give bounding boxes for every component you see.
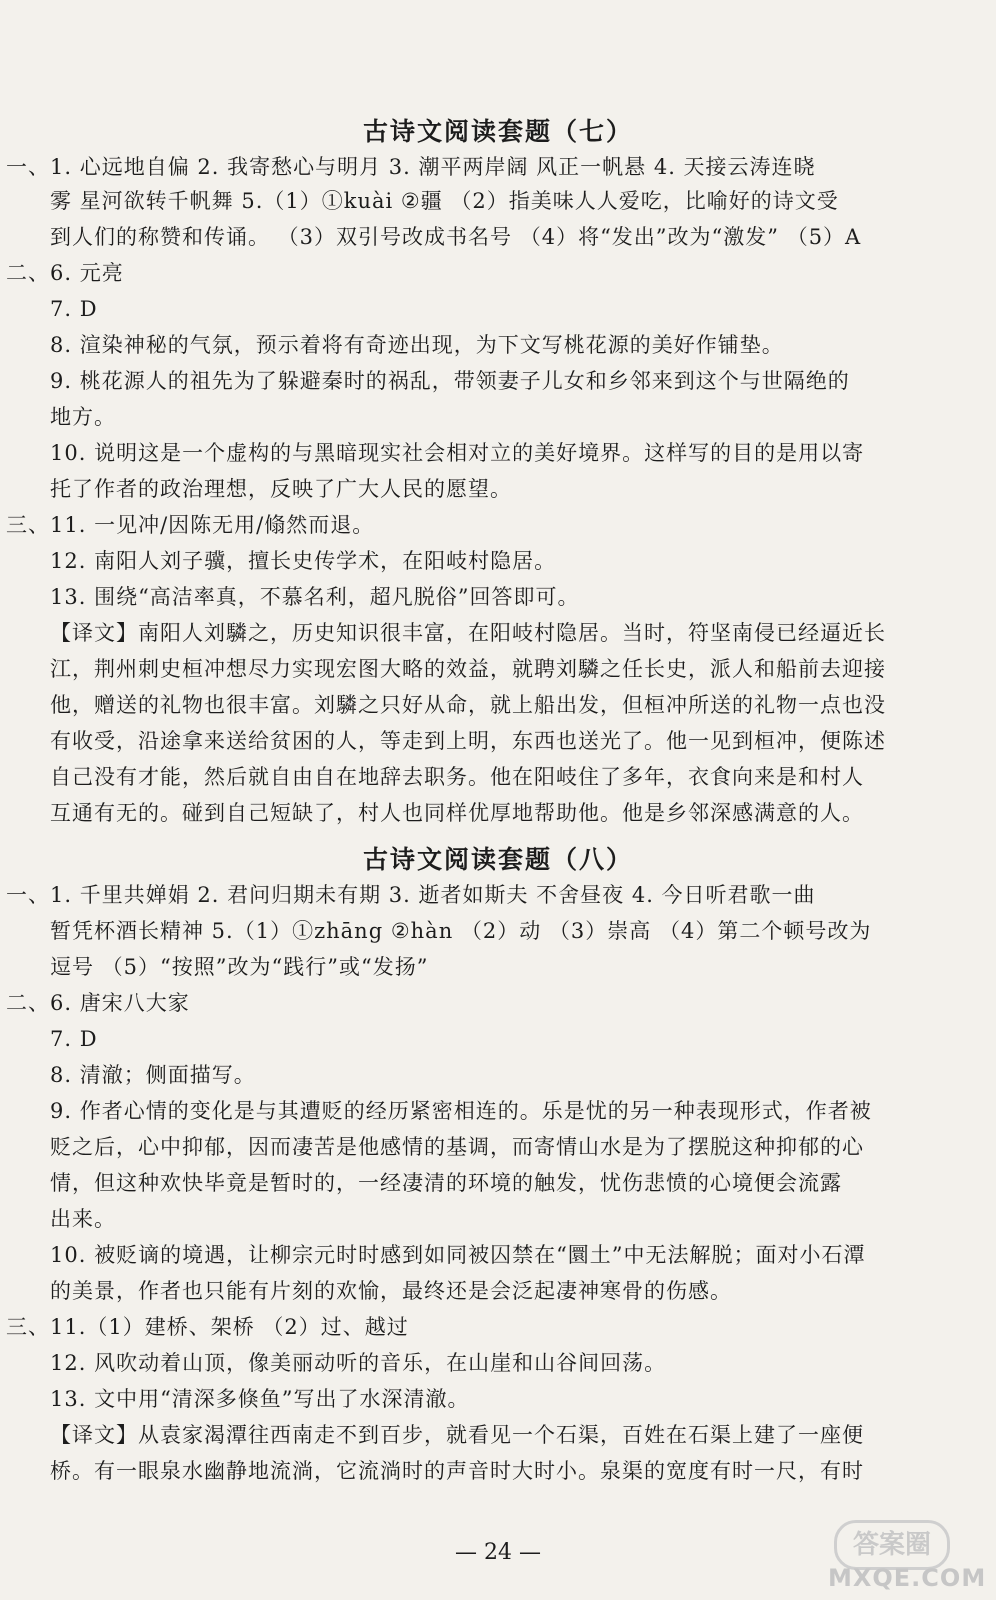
translation-line: 互通有无的。碰到自己短缺了，村人也同样优厚地帮助他。他是乡邻深感满意的人。 <box>50 801 864 825</box>
answer-line: 8. 渲染神秘的气氛，预示着将有奇迹出现，为下文写桃花源的美好作铺垫。 <box>50 333 784 357</box>
answer-line: 逗号 （5）“按照”改为“践行”或“发扬” <box>50 955 429 979</box>
site-watermark <box>828 1520 987 1592</box>
answer-line: 二、6. 唐宋八大家 <box>6 991 190 1015</box>
answer-line: 9. 作者心情的变化是与其遭贬的经历紧密相连的。乐是忧的另一种表现形式，作者被 <box>50 1099 872 1123</box>
answer-line: 8. 清澈；侧面描写。 <box>50 1063 256 1087</box>
answer-line: 三、11. 一见冲/因陈无用/翛然而退。 <box>6 513 375 537</box>
answer-line: 情，但这种欢快毕竟是暂时的，一经凄清的环境的触发，忧伤悲愤的心境便会流露 <box>50 1171 842 1195</box>
translation-line: 有收受，沿途拿来送给贫困的人，等走到上明，东西也送光了。他一见到桓冲，便陈述 <box>50 729 886 753</box>
answer-line: 10. 被贬谪的境遇，让柳宗元时时感到如同被囚禁在“圜土”中无法解脱；面对小石潭 <box>50 1243 866 1267</box>
answer-line: 三、11.（1）建桥、架桥 （2）过、越过 <box>6 1315 409 1339</box>
answer-line: 暂凭杯酒长精神 5.（1）①zhāng ②hàn （2）动 （3）崇高 （4）第二个顿号改为 <box>50 919 872 943</box>
answer-line: 12. 南阳人刘子骥，擅长史传学术，在阳岐村隐居。 <box>50 549 557 573</box>
answer-line: 出来。 <box>50 1207 116 1231</box>
answer-line: 的美景，作者也只能有片刻的欢愉，最终还是会泛起凄神寒骨的伤感。 <box>50 1279 732 1303</box>
section-title-set7: 古诗文阅读套题（七） <box>362 117 633 146</box>
answer-line: 13. 围绕“高洁率真，不慕名利，超凡脱俗”回答即可。 <box>50 585 580 609</box>
answer-line: 9. 桃花源人的祖先为了躲避秦时的祸乱，带领妻子儿女和乡邻来到这个与世隔绝的 <box>50 369 850 393</box>
translation-line: 他，赠送的礼物也很丰富。刘驎之只好从命，就上船出发，但桓冲所送的礼物一点也没 <box>50 693 886 717</box>
answer-line: 托了作者的政治理想，反映了广大人民的愿望。 <box>50 477 512 501</box>
watermark-text: MXQE.COM <box>828 1564 987 1592</box>
answer-line: 雾 星河欲转千帆舞 5.（1）①kuài ②疆 （2）指美味人人爱吃，比喻好的诗文受 <box>50 189 839 213</box>
answer-line: 7. D <box>50 297 98 321</box>
answer-line: 一、1. 千里共婵娟 2. 君问归期未有期 3. 逝者如斯夫 不舍昼夜 4. 今日听君歌一曲 <box>6 883 816 907</box>
page-number: — 24 — <box>455 1540 541 1565</box>
translation-line: 【译文】南阳人刘驎之，历史知识很丰富，在阳岐村隐居。当时，符坚南侵已经逼近长 <box>50 621 886 645</box>
answer-line: 10. 说明这是一个虚构的与黑暗现实社会相对立的美好境界。这样写的目的是用以寄 <box>50 441 865 465</box>
answer-line: 12. 风吹动着山顶，像美丽动听的音乐，在山崖和山谷间回荡。 <box>50 1351 667 1375</box>
answer-line: 地方。 <box>50 405 116 429</box>
translation-line: 自己没有才能，然后就自由自在地辞去职务。他在阳岐住了多年，衣食向来是和村人 <box>50 765 864 789</box>
answer-line: 贬之后，心中抑郁，因而凄苦是他感情的基调，而寄情山水是为了摆脱这种抑郁的心 <box>50 1135 864 1159</box>
answer-line: 7. D <box>50 1027 98 1051</box>
answer-line: 13. 文中用“清深多倏鱼”写出了水深清澈。 <box>50 1387 470 1411</box>
translation-line: 桥。有一眼泉水幽静地流淌，它流淌时的声音时大时小。泉渠的宽度有时一尺，有时 <box>50 1459 864 1483</box>
watermark-logo: 答案圈 <box>834 1520 950 1570</box>
translation-line: 【译文】从袁家渴潭往西南走不到百步，就看见一个石渠，百姓在石渠上建了一座便 <box>50 1423 864 1447</box>
section-title-set8: 古诗文阅读套题（八） <box>362 845 633 874</box>
translation-line: 江，荆州刺史桓冲想尽力实现宏图大略的效益，就聘刘驎之任长史，派人和船前去迎接 <box>50 657 886 681</box>
answer-line: 到人们的称赞和传诵。 （3）双引号改成书名号 （4）将“发出”改为“激发” （5）A <box>50 225 862 249</box>
answer-line: 一、1. 心远地自偏 2. 我寄愁心与明月 3. 潮平两岸阔 风正一帆悬 4. 天接云涛连晓 <box>6 155 816 179</box>
answer-line: 二、6. 元亮 <box>6 261 124 285</box>
